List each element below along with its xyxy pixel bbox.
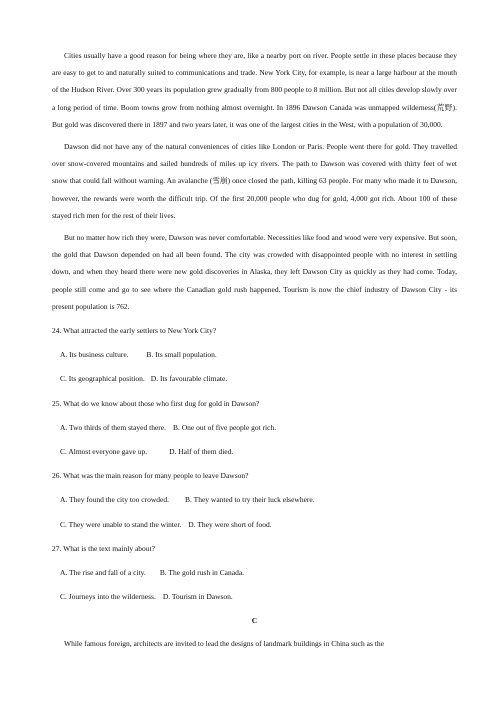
- question-stem: 24. What attracted the early settlers to New York City?: [52, 326, 217, 336]
- option-c: C. They were unable to stand the winter.: [60, 519, 182, 529]
- option-d: D. They were short of food.: [188, 519, 272, 529]
- option-d: D. Its favourable climate.: [150, 374, 228, 384]
- option-c: C. Its geographical position.: [60, 374, 145, 384]
- option-row: [52, 346, 457, 363]
- question-stem: 25. What do we know about those who first dug for gold in Dawson?: [52, 398, 260, 408]
- option-c: C. Almost everyone gave up.: [60, 447, 148, 457]
- option-a: A. Two thirds of them stayed there.: [60, 422, 166, 432]
- option-row: [52, 516, 457, 533]
- option-row: [52, 419, 457, 436]
- option-row: [52, 370, 457, 387]
- option-b: B. They wanted to try their luck elsewhere.: [185, 495, 315, 505]
- reading-passage: [52, 47, 457, 315]
- passage-paragraph-1: Cities usually have a good reason for being where they are, like a nearby port on river. People settle in these places because they are easy to get to and naturally suited to communications and trade. New York City, for example, is near a large harbour at the mouth of the Hudson River. Over 300 years its population grew gradually from 800 people to 8 million. But not all cities develop slowly over a long period of time. Boom towns grow from nothing almost overnight. In 1896 Dawson Canada was unmapped wilderness(荒野). But gold was discovered there in 1897 and two years later, it was one of the largest cities in the West, with a population of 30,000.: [52, 51, 457, 129]
- section-c-title: C: [251, 616, 258, 626]
- option-a: A. They found the city too crowded.: [60, 495, 170, 505]
- question-stem: 27. What is the text mainly about?: [52, 543, 155, 553]
- option-a: A. Its business culture.: [60, 350, 129, 360]
- question-stem: 26. What was the main reason for many people to leave Dawson?: [52, 471, 249, 481]
- question-24: [52, 322, 457, 388]
- option-row: [52, 443, 457, 460]
- section-c-first-line: While famous foreign, architects are invited to lead the designs of landmark buildings in China such as the: [64, 638, 384, 648]
- option-row: [52, 588, 457, 605]
- option-b: B. The gold rush in Canada.: [159, 568, 245, 578]
- option-b: B. One out of five people got rich.: [172, 422, 277, 432]
- question-25: [52, 395, 457, 461]
- option-a: A. The rise and fall of a city.: [60, 568, 146, 578]
- question-27: [52, 540, 457, 606]
- option-c: C. Journeys into the wilderness.: [60, 592, 156, 602]
- option-d: D. Tourism in Dawson.: [162, 592, 233, 602]
- option-row: [52, 491, 457, 508]
- question-26: [52, 467, 457, 533]
- option-d: D. Half of them died.: [169, 447, 234, 457]
- passage-paragraph-2: Dawson did not have any of the natural conveniences of cities like London or Paris. People went there for gold. They travelled over snow-covered mountains and sailed hundreds of miles up icy rivers. The path to Dawson was covered with thirty feet of wet snow that could fall without warning. An avalanche (雪崩) once closed the path, killing 63 people. For many who made it to Dawson, however, the rewards were worth the difficult trip. Of the first 20,000 people who dug for gold, 4,000 got rich. About 100 of these stayed rich men for the rest of their lives.: [52, 142, 457, 220]
- option-b: B. Its small population.: [146, 350, 217, 360]
- passage-paragraph-3: But no matter how rich they were, Dawson was never comfortable. Necessities like food and wood were very expensive. But soon, the gold that Dawson depended on had all been found. The city was crowded with disappointed people with no interest in settling down, and when they heard there were new gold discoveries in Alaska, they left Dawson City as quickly as they had come. Today, people still come and go to see where the Canadian gold rush happened. Tourism is now the chief industry of Dawson City - its present population is 762.: [52, 233, 457, 311]
- option-row: [52, 564, 457, 581]
